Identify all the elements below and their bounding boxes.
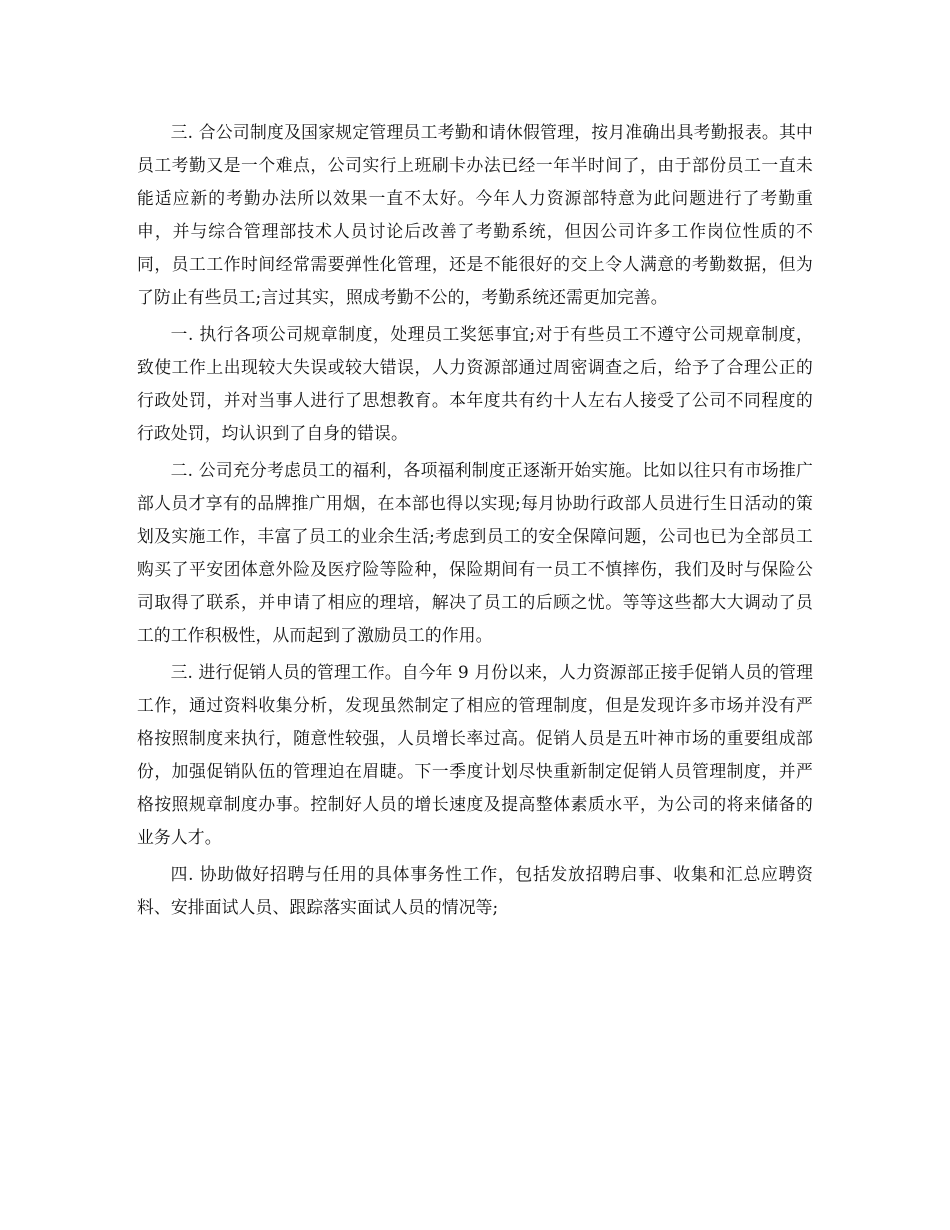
paragraph-attendance-management: 三. 合公司制度及国家规定管理员工考勤和请休假管理，按月准确出具考勤报表。其中员工考勤又是一个难点，公司实行上班刷卡办法已经一年半时间了，由于部份员工一直未能适应新的考勤办法所以效果一直不太好。今年人力资源部特意为此问题进行了考勤重申，并与综合管理部技术人员讨论后改善了考勤系统，但因公司许多工作岗位性质的不同，员工工作时间经常需要弹性化管理，还是不能很好的交上令人满意的考勤数据，但为了防止有些员工;言过其实，照成考勤不公的，考勤系统还需更加完善。	[137, 122, 813, 307]
paragraph-promoter-management: 三. 进行促销人员的管理工作。自今年 9 月份以来，人力资源部正接手促销人员的管理工作，通过资料收集分析，发现虽然制定了相应的管理制度，但是发现许多市场并没有严格按照制度来执行，随意性较强，人员增长率过高。促销人员是五叶神市场的重要组成部份，加强促销队伍的管理迫在眉睫。下一季度计划尽快重新制定促销人员管理制度，并严格按照规章制度办事。控制好人员的增长速度及提高整体素质水平，为公司的将来储备的业务人才。	[137, 662, 813, 847]
paragraph-recruitment-assistance: 四. 协助做好招聘与任用的具体事务性工作，包括发放招聘启事、收集和汇总应聘资料、安排面试人员、跟踪落实面试人员的情况等;	[137, 864, 813, 917]
document-body	[137, 116, 813, 928]
paragraph-rules-enforcement: 一. 执行各项公司规章制度，处理员工奖惩事宜;对于有些员工不遵守公司规章制度，致使工作上出现较大失误或较大错误，人力资源部通过周密调查之后，给予了合理公正的行政处罚，并对当事人进行了思想教育。本年度共有约十人左右人接受了公司不同程度的行政处罚，均认识到了自身的错误。	[137, 324, 813, 443]
paragraph-employee-welfare: 二. 公司充分考虑员工的福利，各项福利制度正逐渐开始实施。比如以往只有市场推广部人员才享有的品牌推广用烟，在本部也得以实现;每月协助行政部人员进行生日活动的策划及实施工作，丰富了员工的业余生活;考虑到员工的安全保障问题，公司也已为全部员工购买了平安团体意外险及医疗险等险种，保险期间有一员工不慎摔伤，我们及时与保险公司取得了联系，并申请了相应的理培，解决了员工的后顾之忧。等等这些都大大调动了员工的工作积极性，从而起到了激励员工的作用。	[137, 460, 813, 645]
